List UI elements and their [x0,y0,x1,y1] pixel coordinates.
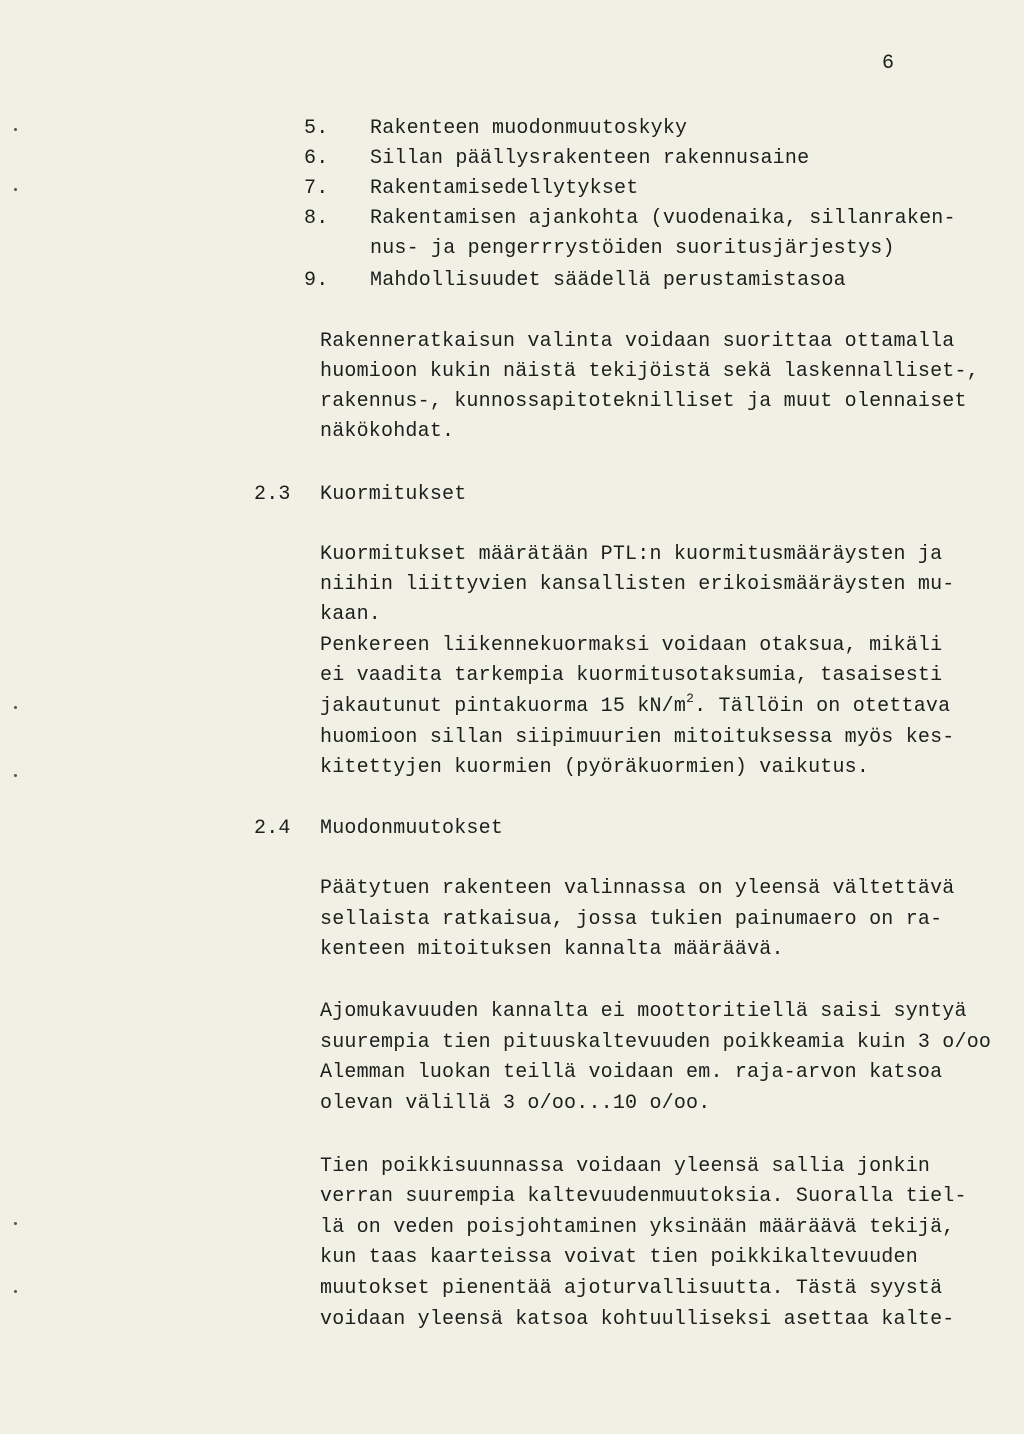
margin-mark [14,1290,17,1293]
paragraph-line: voidaan yleensä katsoa kohtuulliseksi asettaa kalte- [320,1308,955,1331]
margin-mark [14,774,17,777]
list-number: 6. [304,147,329,170]
list-number: 8. [304,207,329,230]
paragraph-line: ei vaadita tarkempia kuormitusotaksumia, tasaisesti [320,664,943,687]
paragraph-line: kitettyjen kuormien (pyöräkuormien) vaikutus. [320,756,870,779]
list-number: 5. [304,117,329,140]
paragraph-line: kenteen mitoituksen kannalta määräävä. [320,938,784,961]
paragraph-line: muutokset pienentää ajoturvallisuutta. Tästä syystä [320,1277,943,1300]
paragraph-line: Ajomukavuuden kannalta ei moottoritiellä saisi syntyä [320,1000,967,1023]
list-item: Rakentamisedellytykset [370,177,639,200]
text-fragment: jakautunut pintakuorma 15 kN/m [320,695,687,718]
paragraph-line: verran suurempia kaltevuudenmuutoksia. Suoralla tiel- [320,1185,967,1208]
paragraph-line: suurempia tien pituuskaltevuuden poikkeamia kuin 3 o/oo [320,1031,992,1054]
paragraph-line: Alemman luokan teillä voidaan em. raja-arvon katsoa [320,1061,943,1084]
paragraph-line-with-superscript [320,692,950,723]
paragraph-line: kun taas kaarteissa voivat tien poikkikaltevuuden [320,1246,918,1269]
paragraph-line: kaan. [320,603,382,626]
margin-mark [14,706,17,709]
section-number: 2.3 [254,483,291,506]
superscript: 2 [686,691,695,706]
paragraph-line: huomioon kukin näistä tekijöistä sekä laskennalliset-, [320,360,979,383]
margin-mark [14,188,17,191]
paragraph-line: Päätytuen rakenteen valinnassa on yleensä vältettävä [320,877,955,900]
text-fragment: . Tällöin on otettava [694,695,951,718]
paragraph-line: rakennus-, kunnossapitoteknilliset ja muut olennaiset [320,390,967,413]
paragraph-line: Tien poikkisuunnassa voidaan yleensä sallia jonkin [320,1155,931,1178]
list-item-continuation: nus- ja pengerrrystöiden suoritusjärjestys) [370,237,895,260]
page-number: 6 [882,52,895,75]
section-number: 2.4 [254,817,291,840]
paragraph-line: huomioon sillan siipimuurien mitoituksessa myös kes- [320,726,955,749]
list-number: 7. [304,177,329,200]
margin-mark [14,1222,17,1225]
paragraph-line: olevan välillä 3 o/oo...10 o/oo. [320,1092,711,1115]
section-title: Muodonmuutokset [320,817,504,840]
paragraph-line: niihin liittyvien kansallisten erikoismääräysten mu- [320,573,955,596]
paragraph-line: Kuormitukset määrätään PTL:n kuormitusmääräysten ja [320,543,943,566]
section-title: Kuormitukset [320,483,467,506]
paragraph-line: sellaista ratkaisua, jossa tukien painumaero on ra- [320,908,943,931]
list-item: Rakenteen muodonmuutoskyky [370,117,688,140]
list-item: Mahdollisuudet säädellä perustamistasoa [370,269,846,292]
paragraph-line: näkökohdat. [320,420,455,443]
list-item: Sillan päällysrakenteen rakennusaine [370,147,810,170]
paragraph-line: Rakenneratkaisun valinta voidaan suorittaa ottamalla [320,330,955,353]
list-number: 9. [304,269,329,292]
paragraph-line: lä on veden poisjohtaminen yksinään määräävä tekijä, [320,1216,955,1239]
list-item: Rakentamisen ajankohta (vuodenaika, sillanraken- [370,207,956,230]
paragraph-line: Penkereen liikennekuormaksi voidaan otaksua, mikäli [320,634,943,657]
margin-mark [14,128,17,131]
